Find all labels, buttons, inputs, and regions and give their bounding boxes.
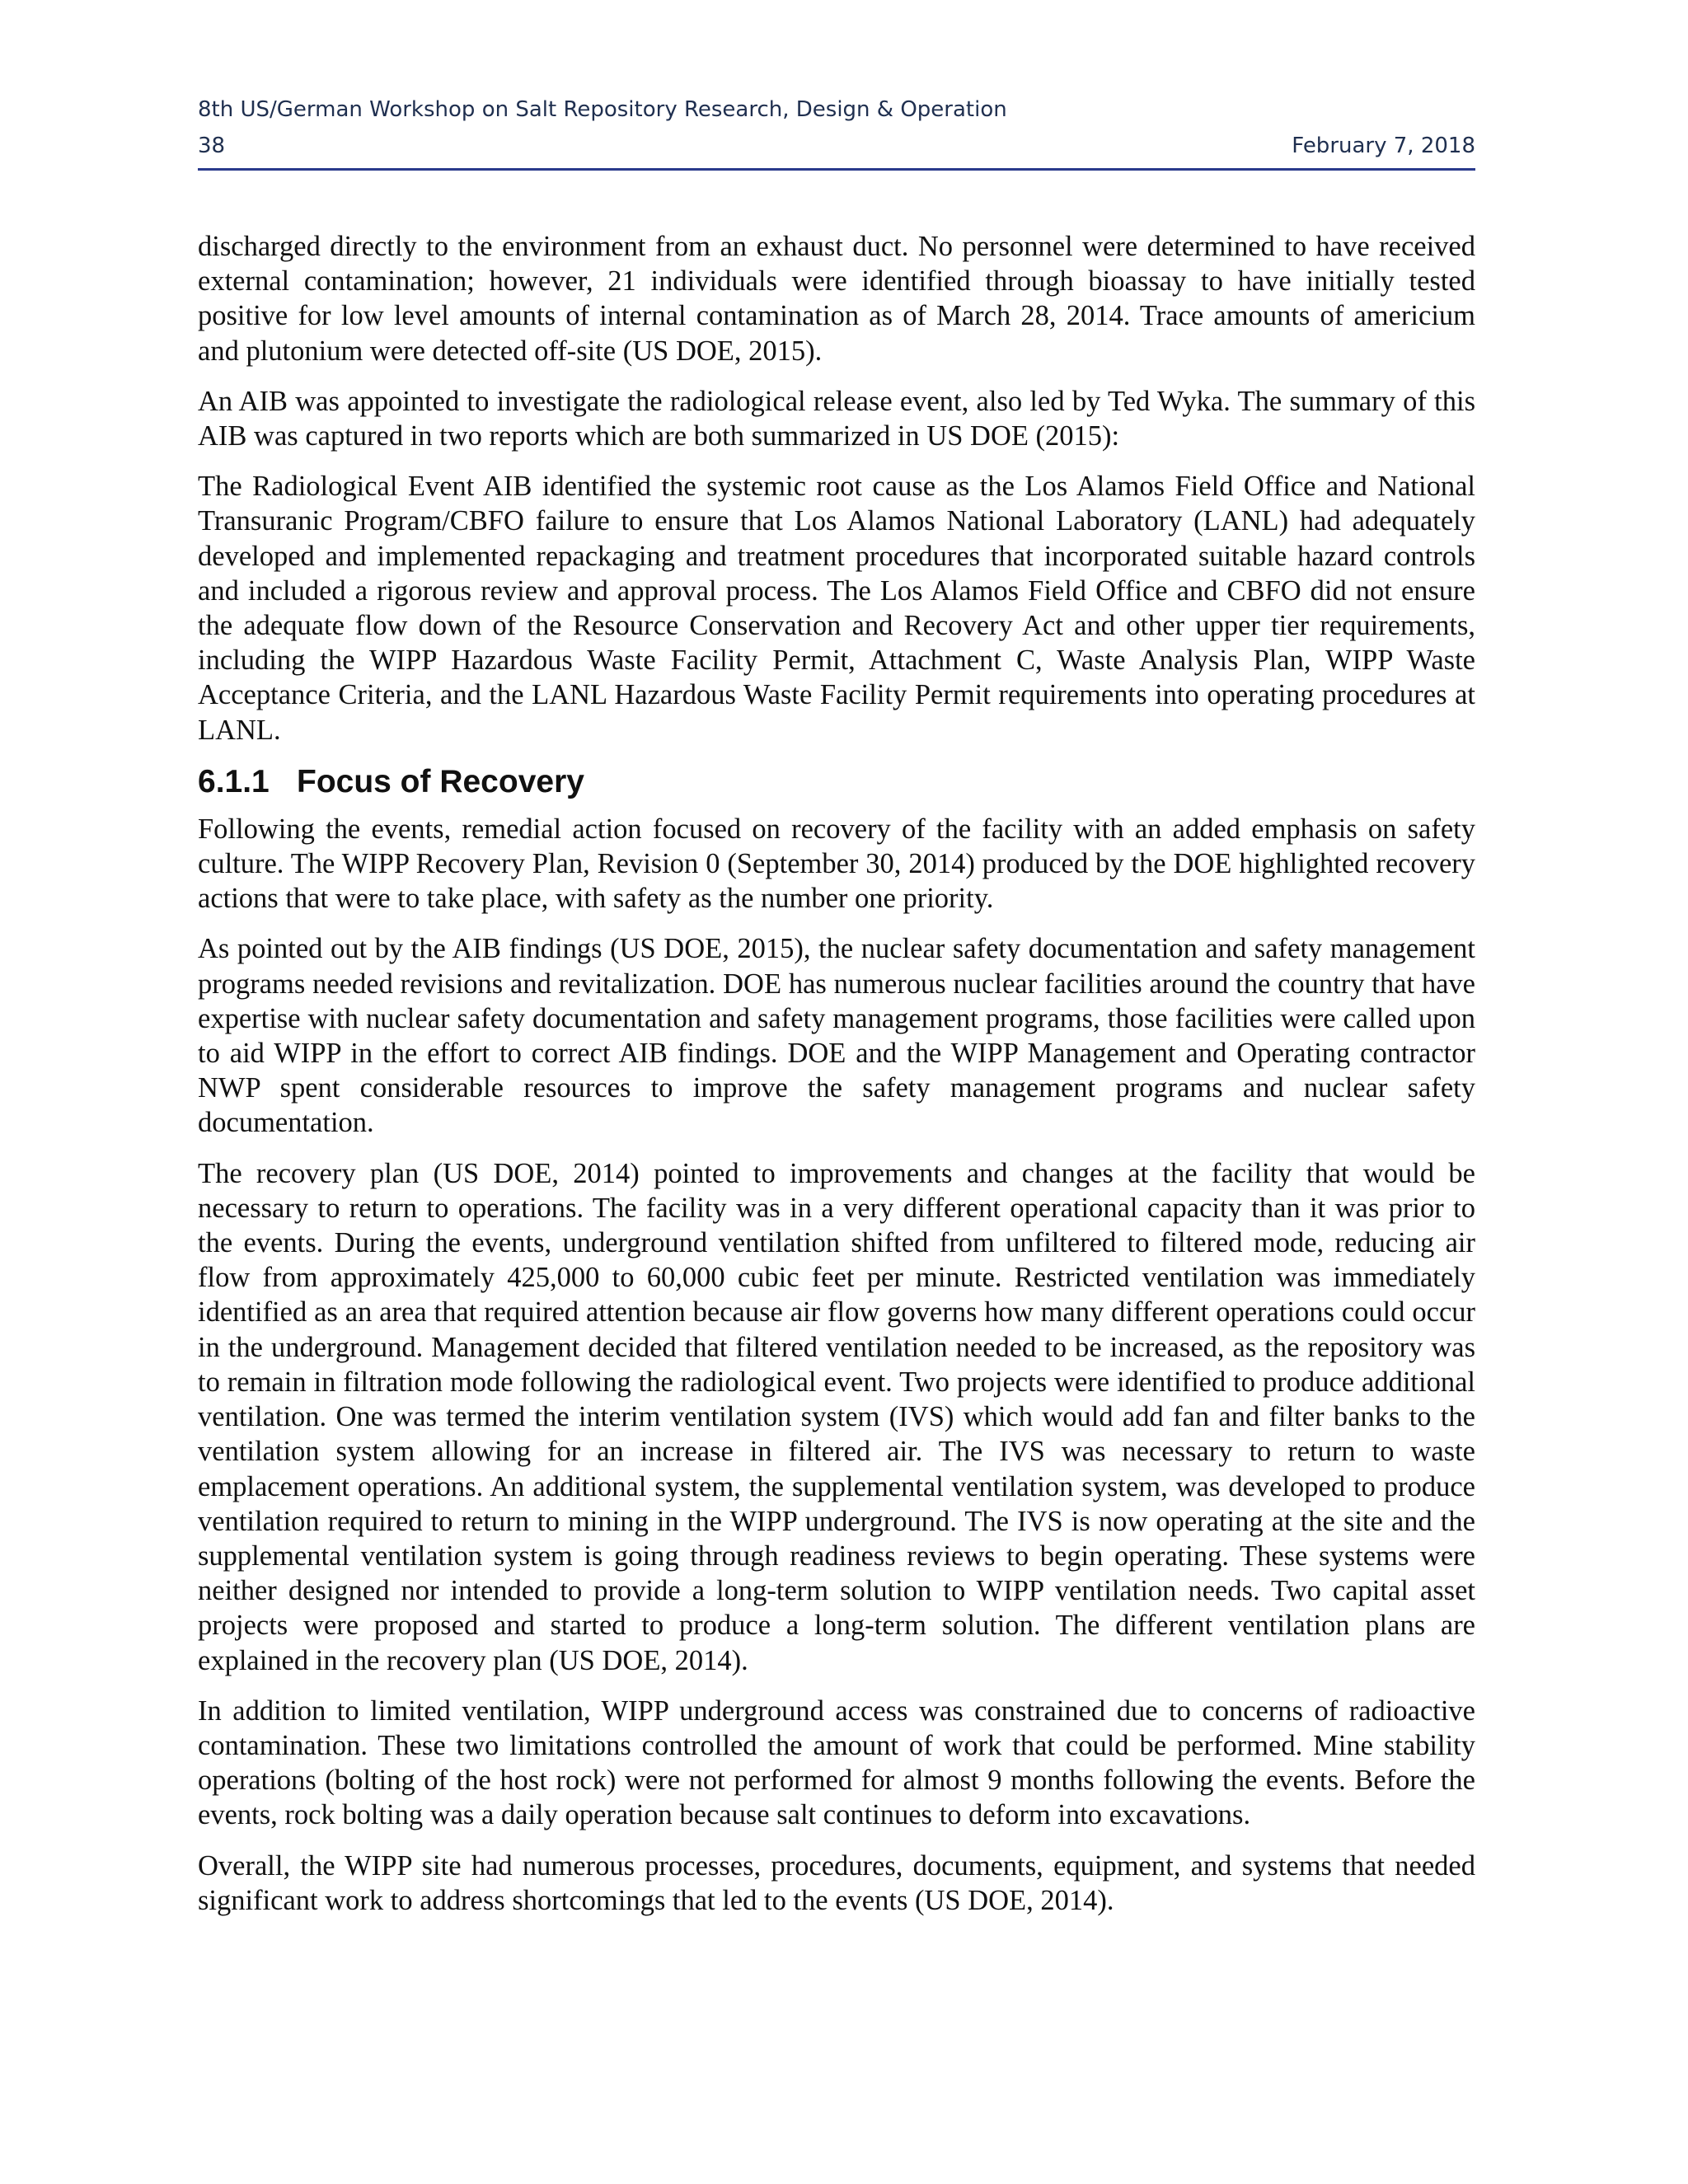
section-number: 6.1.1 xyxy=(198,763,270,799)
paragraph: discharged directly to the environment from an exhaust duct. No personnel were determined to have received external contamination; however, 21 individuals were identified through bioassay to have initially tested positive for low level amounts of internal contamination as of March 28, 2014. Trace amounts of americium and plutonium were detected off-site (US DOE, 2015). xyxy=(198,231,1475,367)
header-date: February 7, 2018 xyxy=(1292,134,1475,158)
paragraph: Following the events, remedial action focused on recovery of the facility with an added emphasis on safety culture. The WIPP Recovery Plan, Revision 0 (September 30, 2014) produced by the DOE highlighted recovery actions that were to take place, with safety as the number one priority. xyxy=(198,813,1475,915)
header-second-line xyxy=(198,134,1475,162)
page-number: 38 xyxy=(198,134,226,158)
paragraph: In addition to limited ventilation, WIPP underground access was constrained due to concerns of radioactive contamination. These two limitations controlled the amount of work that could be performed. Mine stability operations (bolting of the host rock) were not performed for almost 9 months following the events. Before the events, rock bolting was a daily operation because salt continues to deform into excavations. xyxy=(198,1694,1475,1831)
paragraph: The recovery plan (US DOE, 2014) pointed to improvements and changes at the facility that would be necessary to return to operations. The facility was in a very different operational capacity than it was prior to the events. During the events, underground ventilation shifted from unfiltered to filtered mode, reducing air flow from approximately 425,000 to 60,000 cubic feet per minute. Restricted ventilation was immediately identified as an area that required attention because air flow governs how many different operations could occur in the underground. Management decided that filtered ventilation needed to be increased, as the repository was to remain in filtration mode following the radiological event. Two projects were identified to produce additional ventilation. One was termed the interim ventilation system (IVS) which would add fan and filter banks to the ventilation system allowing for an increase in filtered air. The IVS was necessary to return to waste emplacement operations. An additional system, the supplemental ventilation system, was developed to produce ventilation required to return to mining in the WIPP underground. The IVS is now operating at the site and the supplemental ventilation system is going through readiness reviews to begin operating. These systems were neither designed nor intended to provide a long-term solution to WIPP ventilation needs. Two capital asset projects were proposed and started to produce a long-term solution. The different ventilation plans are explained in the recovery plan (US DOE, 2014). xyxy=(198,1157,1475,1676)
section-heading xyxy=(198,763,1475,801)
paragraph: As pointed out by the AIB findings (US DOE, 2015), the nuclear safety documentation and safety management programs needed revisions and revitalization. DOE has numerous nuclear facilities around the country that have expertise with nuclear safety documentation and safety management programs, those facilities were called upon to aid WIPP in the effort to correct AIB findings. DOE and the WIPP Management and Operating contractor NWP spent considerable resources to improve the safety management programs and nuclear safety documentation. xyxy=(198,933,1475,1139)
workshop-title: 8th US/German Workshop on Salt Repository Research, Design & Operation xyxy=(198,97,1007,122)
document-body xyxy=(198,229,1475,1933)
paragraph: The Radiological Event AIB identified the systemic root cause as the Los Alamos Field Office and National Transuranic Program/CBFO failure to ensure that Los Alamos National Laboratory (LANL) had adequately developed and implemented repackaging and treatment procedures that incorporated suitable hazard controls and included a rigorous review and approval process. The Los Alamos Field Office and CBFO did not ensure the adequate flow down of the Resource Conservation and Recovery Act and other upper tier requirements, including the WIPP Hazardous Waste Facility Permit, Attachment C, Waste Analysis Plan, WIPP Waste Acceptance Criteria, and the LANL Hazardous Waste Facility Permit requirements into operating procedures at LANL. xyxy=(198,471,1475,746)
paragraph: Overall, the WIPP site had numerous processes, procedures, documents, equipment, and systems that needed significant work to address shortcomings that led to the events (US DOE, 2014). xyxy=(198,1849,1475,1916)
header-divider xyxy=(198,168,1475,171)
paragraph: An AIB was appointed to investigate the radiological release event, also led by Ted Wyka. The summary of this AIB was captured in two reports which are both summarized in US DOE (2015): xyxy=(198,385,1475,452)
section-title: Focus of Recovery xyxy=(297,763,584,799)
